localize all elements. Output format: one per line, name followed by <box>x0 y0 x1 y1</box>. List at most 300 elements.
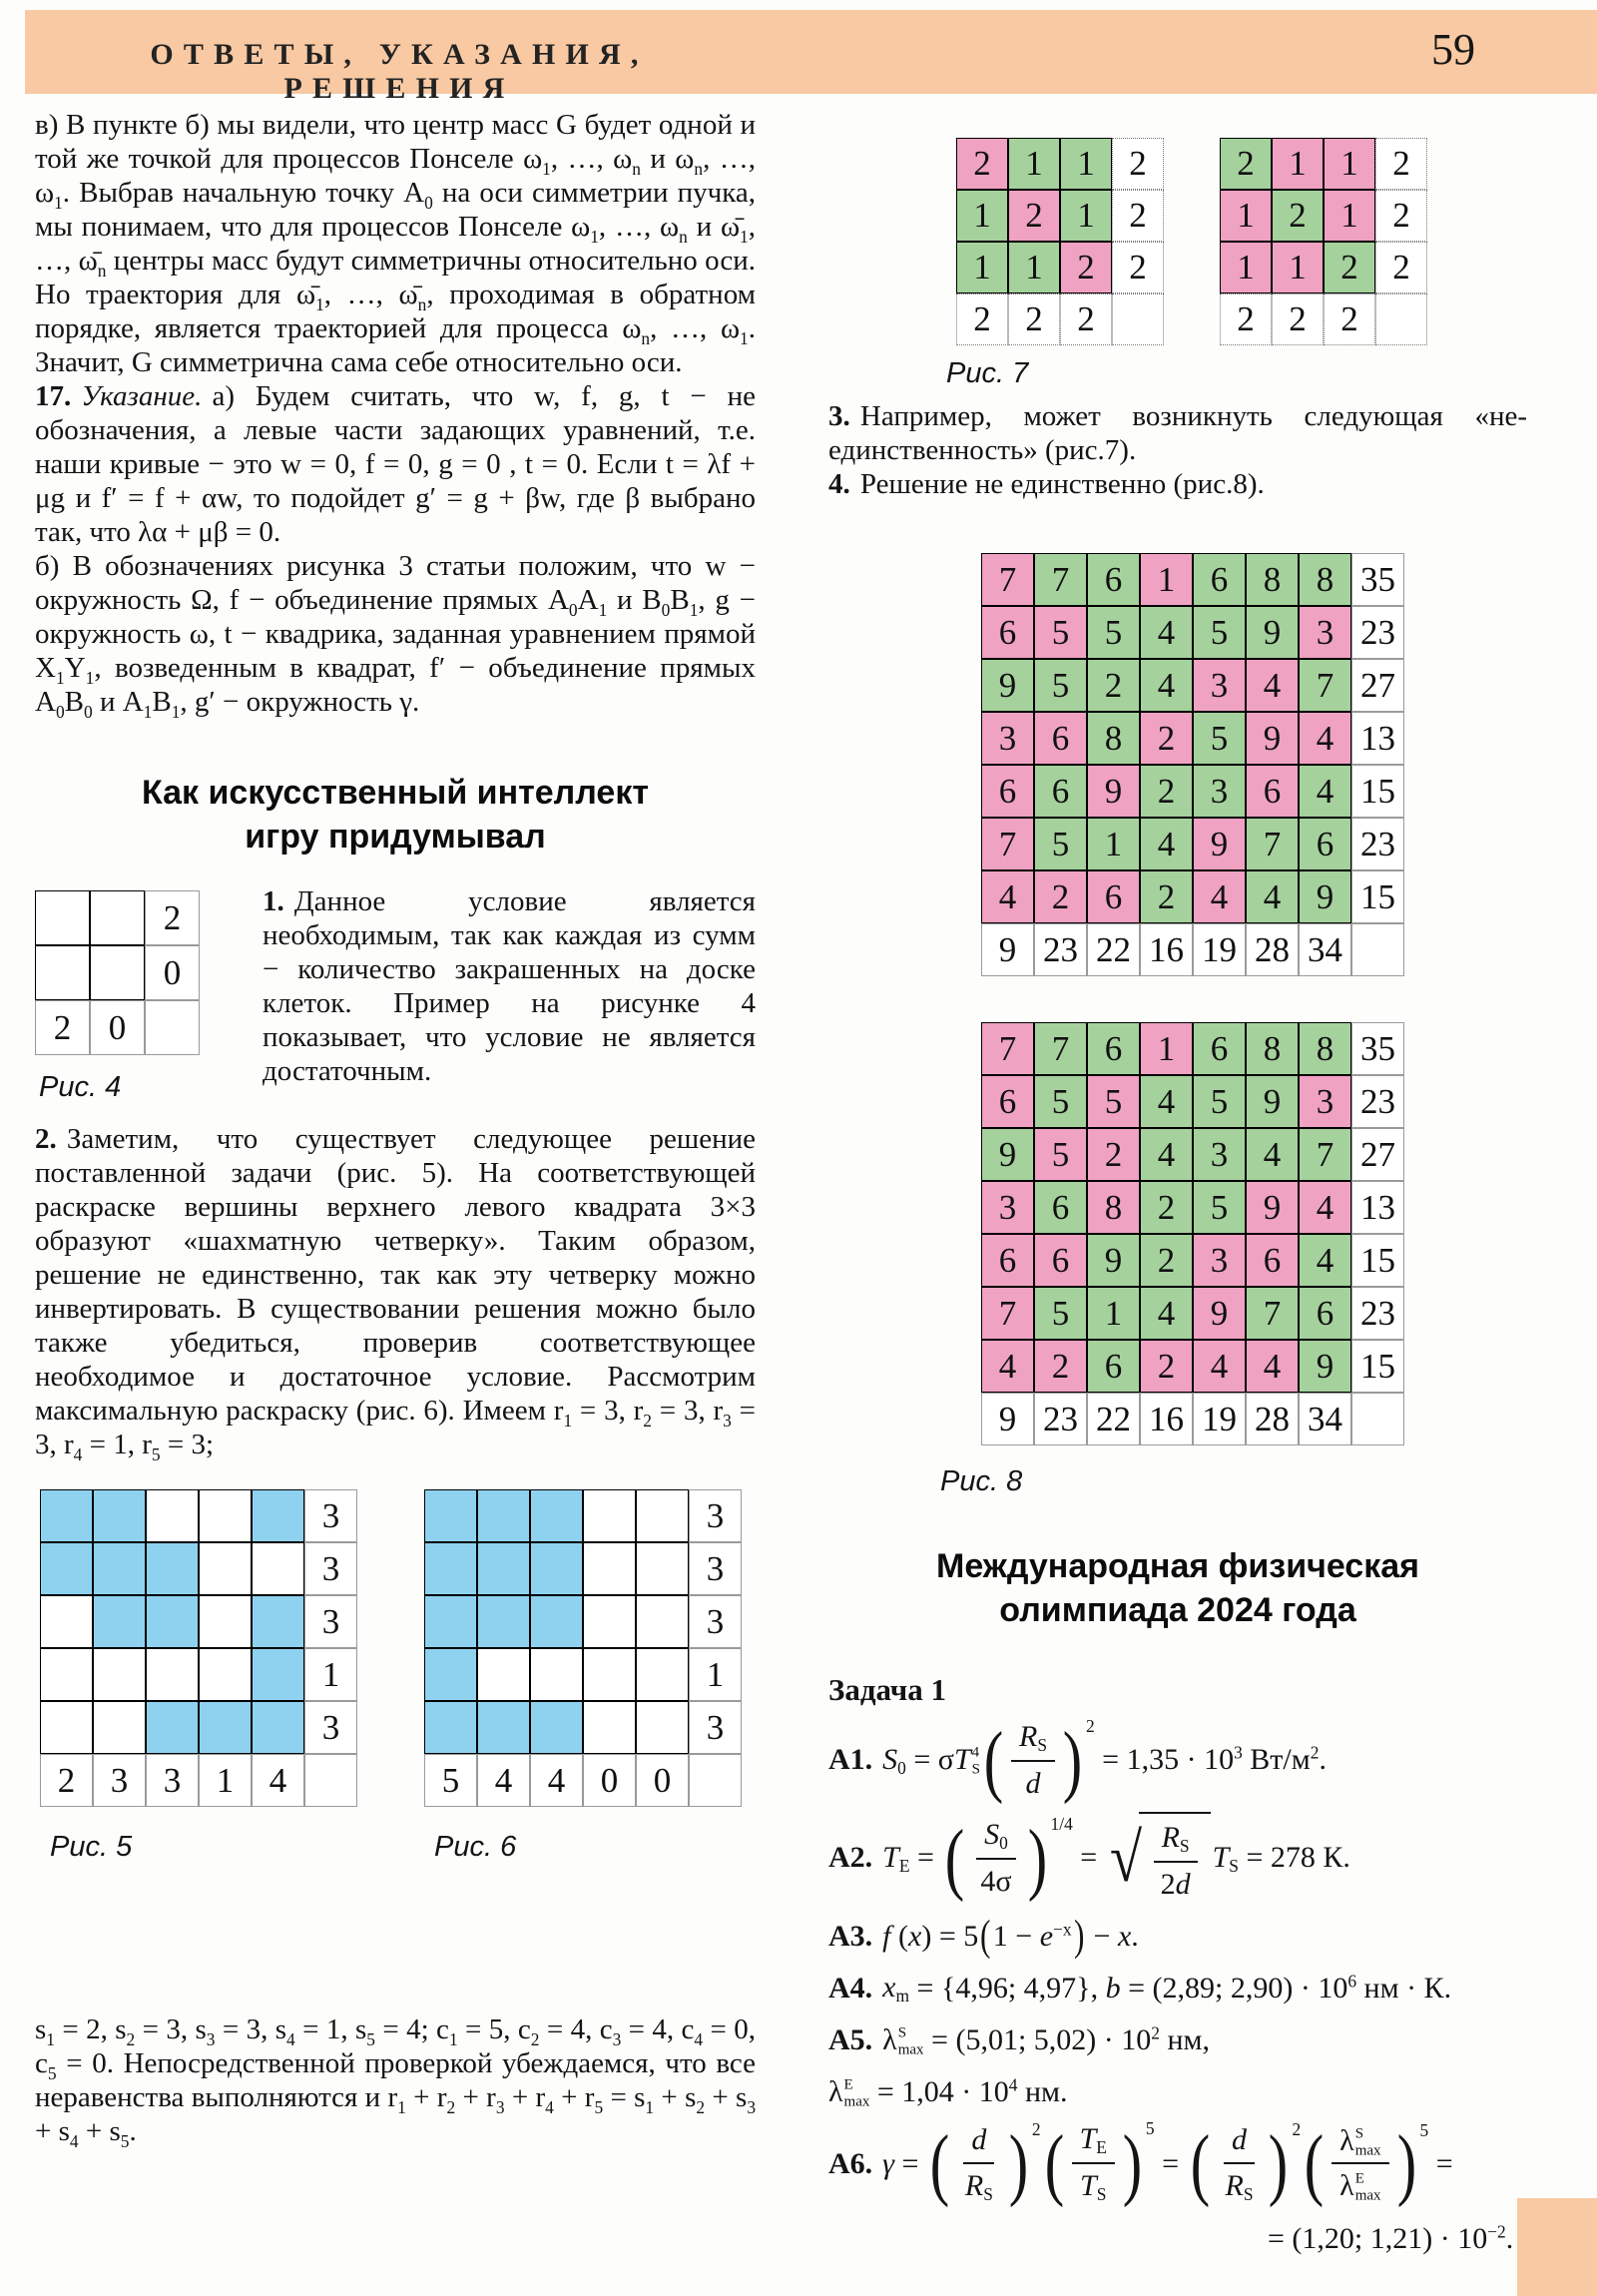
grid-cell <box>93 1701 146 1754</box>
item-number: 2. <box>35 1123 57 1155</box>
grid-cell: 3 <box>1299 1075 1351 1128</box>
subscript: 3 <box>723 1410 732 1431</box>
math-token <box>1011 1718 1055 1762</box>
math-token <box>1301 2117 1419 2208</box>
grid-cell: 7 <box>981 1022 1034 1075</box>
subscript: 5 <box>366 2028 375 2049</box>
math-token: A3. <box>828 1919 873 1953</box>
grid-cell <box>424 1595 477 1648</box>
grid-cell: 4 <box>1299 1181 1351 1234</box>
subscript: 4 <box>694 2028 704 2049</box>
grid-cell <box>40 1701 93 1754</box>
math-token: max <box>843 2093 870 2110</box>
row-sum-cell: 1 <box>304 1648 357 1701</box>
col-sum-cell: 9 <box>981 1393 1034 1445</box>
grid-cell: 7 <box>1246 818 1299 870</box>
subscript: 1 <box>54 192 63 213</box>
math-token <box>954 1741 980 1779</box>
math-token: S <box>971 1761 980 1778</box>
row-sum-cell: 15 <box>1351 870 1404 923</box>
math-token: нм. <box>1017 2074 1068 2108</box>
math-token <box>1095 1741 1243 1779</box>
grid-cell: 2 <box>1087 1128 1140 1181</box>
subscript: 4 <box>69 2130 79 2151</box>
math-token: d <box>1175 1868 1191 1902</box>
grid-cell: 7 <box>981 818 1034 870</box>
math-token: 1 − <box>992 1919 1040 1953</box>
corner-cell <box>689 1754 742 1807</box>
grid-cell <box>199 1489 252 1542</box>
math-token: A6. <box>828 2146 873 2180</box>
grid-cell: 5 <box>1193 606 1246 659</box>
grid-cell: 1 <box>1008 138 1060 190</box>
subscript: 1 <box>598 599 608 620</box>
math-token <box>978 1912 1086 1961</box>
math-token <box>953 2121 1005 2205</box>
figure-4-grid <box>35 890 263 1055</box>
math-token <box>972 1816 1019 1900</box>
subscript: 0 <box>84 701 93 722</box>
math-token <box>1107 1812 1211 1903</box>
math-token <box>1331 2122 1388 2205</box>
grid-cell: 8 <box>1087 712 1140 765</box>
col-sum-cell: 16 <box>1140 923 1193 976</box>
subscript: 3 <box>495 2096 505 2117</box>
math-token: 1/4 <box>1050 1813 1073 1834</box>
math-token <box>1224 2121 1255 2164</box>
col-sum-cell: 0 <box>636 1754 689 1807</box>
paragraph-v: в) В пункте б) мы видели, что центр масс G будет одной и той же точкой для процессов Понселе $\omega_1$, …, $\omega_n$ и $\omega_n$, …, $\omega_1$. Выбрав начальную точку $A_0$ на оси симметрии пучка, мы понимаем, что для процессов Понселе $\omega_1$, …, $\omega_n$ и $\omegā_1$, …, $\omegā_n$ центры масс будут симметричны относительно оси. Но траектория для $\omegā_1$, …, $\omegā_n$, проходимая в обратном порядке, является траекторией для процесса $\omega_n$, …, $\omega_1$. Значит, G симметрична сама себе относительно оси. <box>35 109 757 378</box>
figure-8-caption: Рис. 8 <box>940 1465 1023 1497</box>
math-token <box>1072 2120 1115 2206</box>
figure-4 <box>35 884 263 1104</box>
math-token <box>882 1741 906 1780</box>
row-sum-cell: 23 <box>1351 1287 1404 1340</box>
math-token: 5 <box>1145 2118 1155 2139</box>
math-token: 2 <box>1151 2022 1160 2043</box>
math-token: = 1,04 · 10 <box>869 2074 1009 2108</box>
grid-cell: 2 <box>1087 659 1140 712</box>
math-token <box>1139 1812 1211 1903</box>
grid-cell: 9 <box>1193 818 1246 870</box>
row-sum-cell: 3 <box>304 1595 357 1648</box>
grid-cell <box>199 1648 252 1701</box>
grid-cell: 2 <box>1272 190 1324 242</box>
grid-cell <box>35 890 90 945</box>
math-token <box>882 2021 923 2059</box>
col-sum-cell: 3 <box>146 1754 199 1807</box>
math-token: . <box>1319 1743 1327 1777</box>
grid-cell <box>530 1701 583 1754</box>
math-token <box>1331 2122 1388 2165</box>
subscript: 2 <box>696 2096 706 2117</box>
grid-cell: 2 <box>1140 765 1193 818</box>
grid-cell <box>146 1701 199 1754</box>
row-sum-cell: 23 <box>1351 818 1404 870</box>
math-token: = 278 К. <box>1238 1841 1350 1875</box>
grid-cell: 2 <box>956 138 1008 190</box>
subscript: 5 <box>47 2062 57 2083</box>
paragraph-17 <box>35 379 756 549</box>
grid-cell <box>583 1648 636 1701</box>
math-token <box>1041 2117 1155 2208</box>
grid-cell: 5 <box>1193 1181 1246 1234</box>
subscript: 2 <box>446 2096 456 2117</box>
math-token <box>1328 2122 1392 2205</box>
math-token: = <box>1428 2146 1453 2180</box>
col-sum-cell: 0 <box>583 1754 636 1807</box>
math-token <box>1225 2167 1253 2206</box>
paragraph-4 <box>828 467 1527 501</box>
math-token: T <box>953 1743 971 1777</box>
grid-cell: 5 <box>1087 1075 1140 1128</box>
subscript: 1 <box>448 2028 458 2049</box>
math-token: T <box>1079 2122 1097 2156</box>
formula-a1 <box>828 1714 1527 1805</box>
math-token: . <box>1505 2222 1514 2256</box>
subscript: 1 <box>315 293 324 314</box>
col-sum-cell: 2 <box>1272 293 1324 345</box>
grid-cell: 9 <box>1299 870 1351 923</box>
grid-cell <box>530 1542 583 1595</box>
grid-cell: 2 <box>1140 1340 1193 1393</box>
grid-cell: 6 <box>1034 1234 1087 1287</box>
math-token: 5 <box>1419 2119 1429 2140</box>
figure-5 <box>40 1489 357 1864</box>
row-sum-cell: 0 <box>145 945 200 1000</box>
figure-8-grid-top <box>981 553 1527 976</box>
grid-cell: 1 <box>956 190 1008 242</box>
math-token: λ <box>882 2023 897 2057</box>
col-sum-cell: 2 <box>40 1754 93 1807</box>
grid-cell: 1 <box>1140 1022 1193 1075</box>
math-token <box>1017 1762 1048 1803</box>
col-sum-cell: 28 <box>1246 923 1299 976</box>
math-token <box>980 1714 1095 1805</box>
math-token: E <box>1096 2137 1107 2158</box>
figure-5-caption: Рис. 5 <box>50 1831 133 1863</box>
grid-cell <box>90 945 145 1000</box>
row-sum-cell: 15 <box>1351 1340 1404 1393</box>
grid-cell: 6 <box>1246 765 1299 818</box>
col-sum-cell: 19 <box>1193 923 1246 976</box>
item-number: 4. <box>828 468 850 500</box>
math-token: S <box>1037 1735 1047 1756</box>
grid-cell: 9 <box>1087 1234 1140 1287</box>
math-token: ) <box>1027 1812 1047 1903</box>
subscript: 2 <box>530 2028 540 2049</box>
math-token: γ <box>882 2146 894 2180</box>
grid-cell <box>583 1489 636 1542</box>
col-sum-cell: 22 <box>1087 1393 1140 1445</box>
row-sum-cell: 2 <box>1375 242 1427 293</box>
math-token: ) <box>1008 2117 1029 2208</box>
subscript: 4 <box>545 2096 554 2117</box>
math-token <box>1213 2121 1265 2205</box>
grid-cell: 2 <box>1324 242 1375 293</box>
grid-cell: 6 <box>981 1075 1034 1128</box>
grid-cell: 4 <box>1299 1234 1351 1287</box>
math-token: A4. <box>828 1972 873 2006</box>
grid-cell <box>40 1542 93 1595</box>
item-lead: Указание. <box>81 380 203 412</box>
grid-cell: 1 <box>1220 242 1272 293</box>
paragraph-sums: $s_1 = 2$, $s_2 = 3$, $s_3 = 3$, $s_4 = 1$, $s_5 = 4$; $c_1 = 5$, $c_2 = 4$, $c_3 = 4$, $c_4 = 0$, $c_5 = 0$. Непосредственной проверкой убеждаемся, что все неравенства выполняются и $r_1 + r_2 + r_3 + r_4 + r_5 = s_1 + s_2 + s_3 + s_4 + s_5$. <box>35 2013 757 2151</box>
col-sum-cell: 19 <box>1193 1393 1246 1445</box>
math-token <box>1011 1718 1055 1802</box>
grid-cell: 7 <box>1299 1128 1351 1181</box>
task-label: Задача 1 <box>828 1672 947 1707</box>
figure-6-caption: Рис. 6 <box>434 1831 517 1863</box>
math-token: 3 <box>1234 1743 1243 1764</box>
grid-cell: 8 <box>1246 1022 1299 1075</box>
grid-cell: 2 <box>1140 1234 1193 1287</box>
col-sum-cell: 5 <box>424 1754 477 1807</box>
math-token: 6 <box>1347 1971 1357 1992</box>
subscript: 1 <box>55 667 65 688</box>
grid-cell: 6 <box>1299 1287 1351 1340</box>
grid-cell: 6 <box>1087 1022 1140 1075</box>
grid-cell: 3 <box>981 712 1034 765</box>
page-number: 59 <box>1431 25 1475 74</box>
subscript: 5 <box>120 2130 130 2151</box>
math-token <box>1153 1863 1199 1904</box>
grid-cell: 3 <box>1299 606 1351 659</box>
subscript: n <box>679 226 688 247</box>
math-token <box>963 2121 994 2164</box>
grid-cell: 9 <box>1246 712 1299 765</box>
corner-cell <box>1351 1393 1404 1445</box>
grid-cell: 1 <box>1008 242 1060 293</box>
math-token <box>968 1816 1023 1900</box>
math-token: E <box>843 2076 853 2093</box>
col-sum-cell: 2 <box>35 1000 90 1055</box>
grid-cell <box>636 1701 689 1754</box>
math-token <box>1217 2121 1261 2205</box>
math-token: max <box>1354 2187 1381 2204</box>
grid-cell <box>93 1489 146 1542</box>
grid-cell: 9 <box>1246 606 1299 659</box>
math-token: T <box>1212 1840 1230 1874</box>
subscript: 2 <box>126 2028 136 2049</box>
math-token: ( <box>1190 2117 1210 2208</box>
formula-a6-line2 <box>828 2220 1527 2258</box>
article-heading <box>35 771 756 859</box>
subscript: 1 <box>397 2096 406 2117</box>
row-sum-cell: 3 <box>689 1489 742 1542</box>
grid-cell: 3 <box>1193 765 1246 818</box>
grid-cell: 5 <box>1193 1075 1246 1128</box>
row-sum-cell: 2 <box>1112 242 1164 293</box>
math-token <box>980 1714 1086 1805</box>
formula-a3 <box>828 1912 1527 1961</box>
grid-cell: 2 <box>1008 190 1060 242</box>
grid-cell: 6 <box>1034 712 1087 765</box>
math-token <box>844 2076 870 2110</box>
col-sum-cell: 4 <box>530 1754 583 1807</box>
math-token: T <box>1080 2169 1097 2203</box>
grid-cell: 3 <box>1193 1128 1246 1181</box>
paragraph-3 <box>828 399 1527 467</box>
math-token <box>898 2025 924 2059</box>
grid-cell: 6 <box>981 765 1034 818</box>
grid-cell <box>146 1595 199 1648</box>
math-token <box>972 1860 1019 1901</box>
grid-cell <box>477 1595 530 1648</box>
figure-7-caption: Рис. 7 <box>946 357 1029 389</box>
math-token <box>1339 2167 1380 2205</box>
grid-cell: 4 <box>1246 659 1299 712</box>
row-sum-cell: 1 <box>689 1648 742 1701</box>
subscript: 1 <box>563 1410 573 1431</box>
figure-5-grid <box>40 1489 357 1807</box>
subscript: n <box>632 158 641 179</box>
grid-cell: 6 <box>1087 1340 1140 1393</box>
grid-cell: 4 <box>1246 1128 1299 1181</box>
math-token: ( <box>929 2117 950 2208</box>
corner-decoration <box>1517 2198 1597 2296</box>
math-token: 2 <box>1031 2119 1041 2140</box>
math-token <box>1301 2117 1429 2208</box>
math-token: T <box>882 1840 899 1874</box>
grid-cell <box>199 1595 252 1648</box>
math-token: = (2,89; 2,90) · 10 <box>1120 1972 1348 2006</box>
col-sum-cell: 2 <box>956 293 1008 345</box>
grid-cell: 2 <box>1034 870 1087 923</box>
math-token <box>941 1812 1073 1903</box>
article-heading-line2: игру придумывал <box>245 818 546 856</box>
row-sum-cell: 27 <box>1351 1128 1404 1181</box>
grid-cell <box>424 1489 477 1542</box>
math-token: E <box>898 1855 910 1876</box>
item-number: 1. <box>263 885 284 917</box>
math-token: x <box>1117 1919 1132 1953</box>
grid-cell <box>477 1489 530 1542</box>
grid-cell <box>40 1595 93 1648</box>
grid-cell <box>93 1648 146 1701</box>
math-token: d <box>971 2123 987 2157</box>
grid-cell: 4 <box>1140 1287 1193 1340</box>
grid-cell: 4 <box>1246 870 1299 923</box>
col-sum-cell: 2 <box>1220 293 1272 345</box>
grid-cell: 4 <box>1193 870 1246 923</box>
point-1-block <box>35 884 756 1104</box>
grid-cell: 9 <box>1246 1181 1299 1234</box>
col-sum-cell: 23 <box>1034 1393 1087 1445</box>
grid-cell: 6 <box>1246 1234 1299 1287</box>
figure-6 <box>424 1489 742 1864</box>
grid-cell: 9 <box>1246 1075 1299 1128</box>
math-token: S <box>1179 1836 1190 1857</box>
subscript: 5 <box>151 1443 161 1464</box>
math-token: = {4,96; 4,97}, <box>909 1972 1106 2006</box>
col-sum-cell: 4 <box>477 1754 530 1807</box>
row-sum-cell: 2 <box>1112 138 1164 190</box>
math-token: ( <box>1304 2117 1325 2208</box>
col-sum-cell: 2 <box>1008 293 1060 345</box>
item-text: а) Будем считать, что w, f, g, t − не обозначения, а левые части задающих уравнений, т.е. наши кривые − это w = 0, f = 0, g = 0 , t = 0. Если t = λf + μg и f′ = f + αw, то подойдет g′ = g + βw, где β выбрано так, что λα + μβ = 0. <box>35 380 756 548</box>
formula-a5-line1 <box>828 2021 1527 2059</box>
math-token: λ <box>1339 2123 1354 2157</box>
row-sum-cell: 23 <box>1351 606 1404 659</box>
grid-cell <box>252 1648 304 1701</box>
row-sum-cell: 13 <box>1351 1181 1404 1234</box>
grid-cell: 1 <box>1060 190 1112 242</box>
math-token <box>1355 2125 1381 2159</box>
math-token <box>1355 2171 1381 2205</box>
item-text: Решение не единственно (рис.8). <box>859 468 1265 500</box>
col-sum-cell: 2 <box>1060 293 1112 345</box>
math-token <box>1243 1741 1320 1779</box>
math-token <box>1072 2164 1114 2206</box>
math-token <box>993 1918 1072 1956</box>
math-token: λ <box>1339 2169 1354 2203</box>
math-token: . <box>1131 1919 1139 1953</box>
math-token: нм, <box>1159 2023 1211 2057</box>
row-sum-cell: 23 <box>1351 1075 1404 1128</box>
grid-cell <box>583 1542 636 1595</box>
grid-cell <box>146 1648 199 1701</box>
grid-cell: 4 <box>1299 712 1351 765</box>
math-token: S <box>983 2183 993 2204</box>
grid-cell: 6 <box>1087 870 1140 923</box>
subscript: 1 <box>740 226 749 247</box>
column-left <box>35 108 757 2151</box>
grid-cell: 9 <box>1299 1340 1351 1393</box>
math-token <box>1068 2120 1119 2206</box>
grid-cell <box>530 1648 583 1701</box>
grid-cell: 4 <box>1140 1075 1193 1128</box>
grid-cell: 6 <box>981 1234 1034 1287</box>
grid-cell: 2 <box>1060 242 1112 293</box>
grid-cell <box>477 1701 530 1754</box>
header-title: ОТВЕТЫ, УКАЗАНИЯ, РЕШЕНИЯ <box>150 38 649 105</box>
math-token <box>1080 2120 1107 2159</box>
col-sum-cell: 3 <box>93 1754 146 1807</box>
math-token: ) <box>1122 2117 1143 2208</box>
subscript: 1 <box>590 226 599 247</box>
grid-cell: 1 <box>1324 138 1375 190</box>
grid-cell: 4 <box>1246 1340 1299 1393</box>
formula-a6-line1 <box>828 2117 1527 2208</box>
grid-cell <box>146 1489 199 1542</box>
col-sum-cell: 28 <box>1246 1393 1299 1445</box>
grid-cell <box>199 1701 252 1754</box>
subscript: 0 <box>568 599 578 620</box>
math-token: −2 <box>1487 2221 1506 2242</box>
subscript: 1 <box>171 701 181 722</box>
math-token <box>941 1812 1050 1903</box>
math-token <box>965 2167 993 2206</box>
math-token <box>828 2073 869 2111</box>
grid-cell: 7 <box>1246 1287 1299 1340</box>
grid-cell: 6 <box>1087 553 1140 606</box>
math-token: f <box>882 1919 891 1953</box>
grid-cell: 1 <box>1060 138 1112 190</box>
math-token: = (5,01; 5,02) · 10 <box>923 2023 1152 2057</box>
grid-cell: 7 <box>1034 1022 1087 1075</box>
math-token <box>1041 2117 1146 2208</box>
section-heading-line2: олимпиада 2024 года <box>999 1591 1356 1629</box>
math-token <box>1162 1819 1190 1858</box>
grid-cell: 9 <box>1193 1287 1246 1340</box>
corner-cell <box>1112 293 1164 345</box>
math-token <box>1331 2164 1388 2205</box>
paragraph-17b: б) В обозначениях рисунка 3 статьи положим, что w − окружность Ω, f − объединение прямых $A_0A_1$ и $B_0B_1$, g − окружность ω, t − квадрика, заданная уравнением прямой $X_1Y_1$, возведенным в квадрат, f′ − объединение прямых $A_0B_0$ и $A_1B_1$, g′ − окружность γ. <box>35 550 756 722</box>
figure-7-grid-left <box>956 138 1164 345</box>
grid-cell: 1 <box>1220 190 1272 242</box>
grid-cell <box>199 1542 252 1595</box>
